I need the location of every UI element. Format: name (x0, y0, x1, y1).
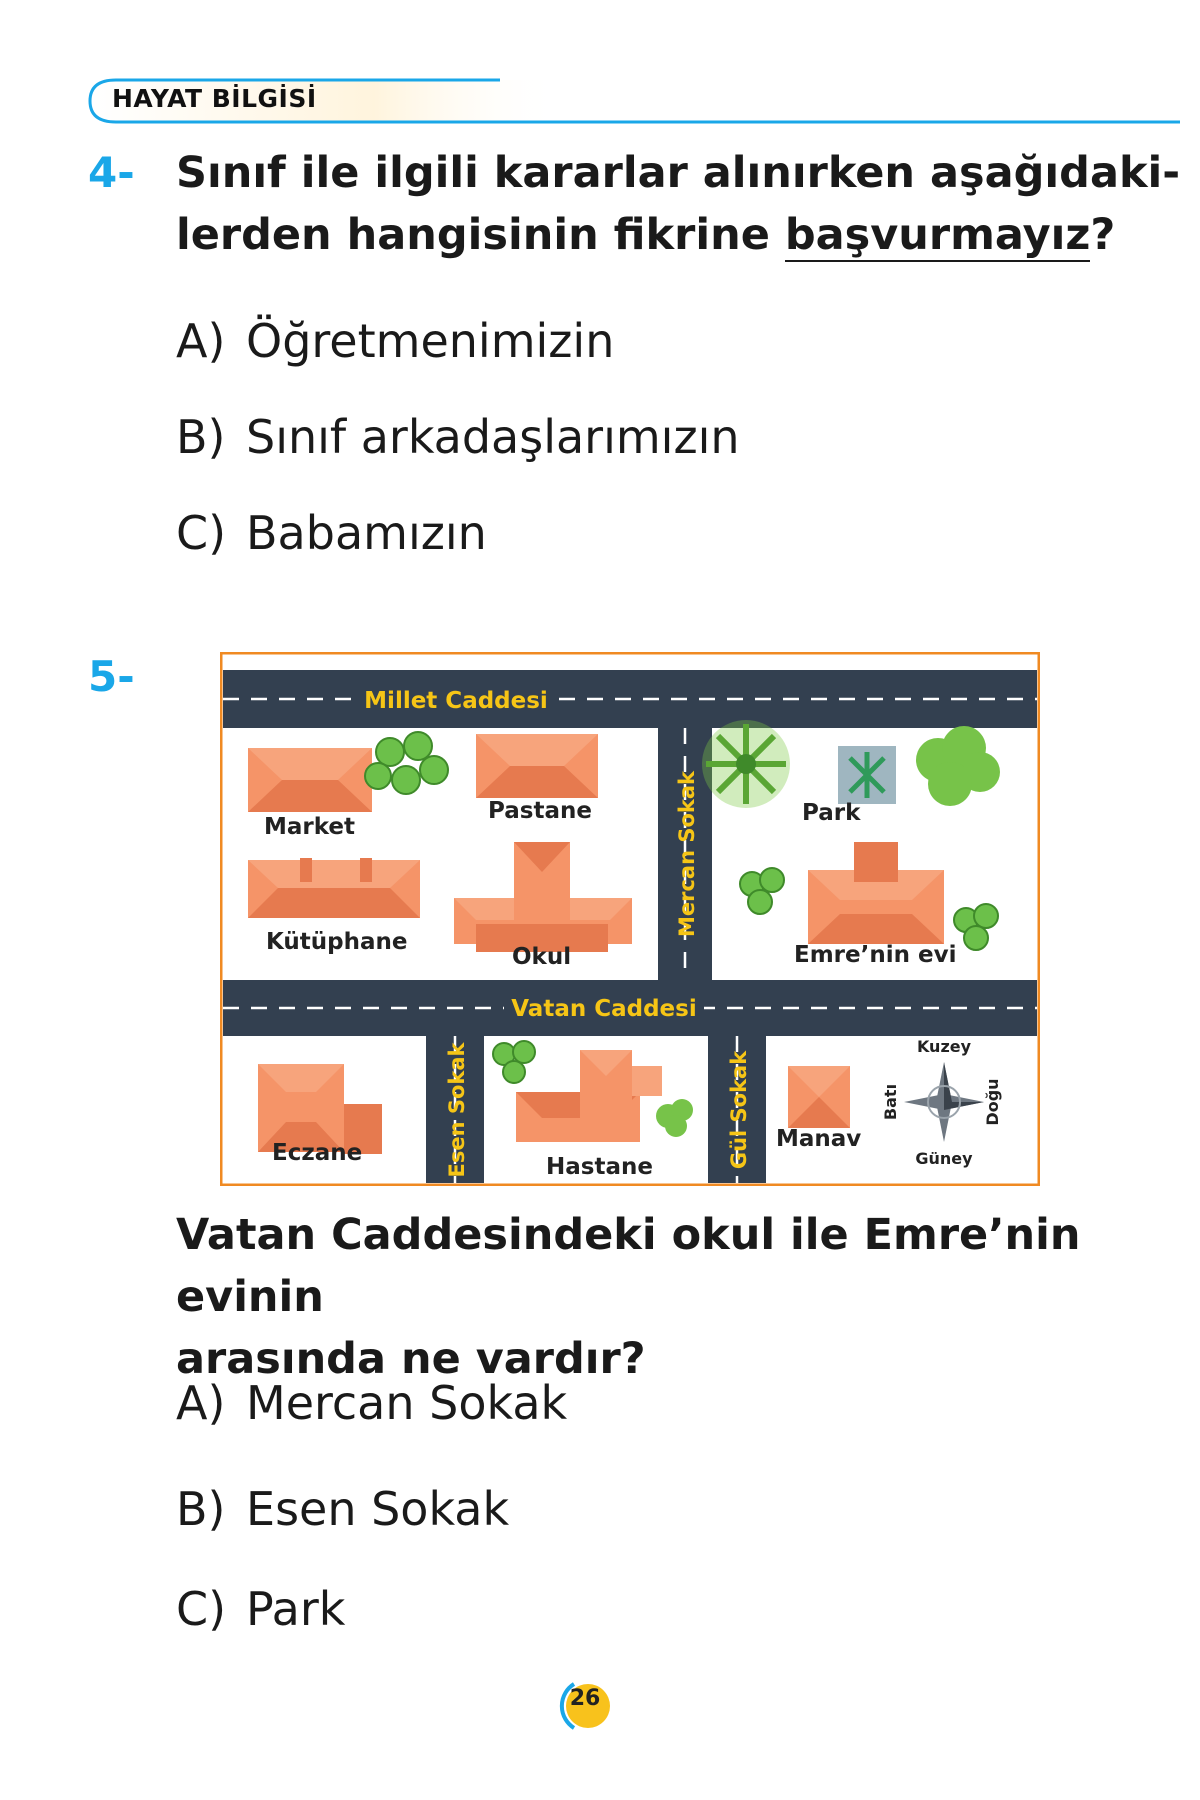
pastane-building (476, 734, 598, 798)
page-number: 26 (569, 1686, 601, 1711)
option-text: Esen Sokak (246, 1482, 510, 1536)
manav-building (788, 1066, 850, 1128)
underlined-word: başvurmayız (784, 210, 1091, 260)
question-4-line-2-start: lerden hangisinin fikrine (176, 210, 785, 260)
option-text: Mercan Sokak (246, 1376, 568, 1430)
street-map (220, 652, 1040, 1186)
question-4-line-1: Sınıf ile ilgili kararlar alınırken aşağıdaki- (176, 148, 1181, 198)
kutuphane-building (248, 858, 420, 918)
plant-box-icon (838, 746, 896, 804)
hastane-label: Hastane (546, 1154, 653, 1180)
q4-option-c[interactable] (176, 506, 487, 560)
emre-house-label: Emre’nin evi (794, 942, 957, 968)
millet-caddesi-label: Millet Caddesi (364, 688, 548, 714)
q5-option-c[interactable] (176, 1582, 345, 1636)
compass-south-label: Güney (915, 1149, 973, 1168)
option-letter: C) (176, 506, 227, 560)
option-letter: C) (176, 1582, 227, 1636)
subject-title: HAYAT BİLGİSİ (112, 84, 317, 113)
question-4-line-2 (176, 204, 1180, 266)
market-label: Market (264, 814, 356, 840)
question-4-line-2-end: ? (1090, 210, 1116, 260)
option-text: Sınıf arkadaşlarımızın (246, 410, 740, 464)
header-decoration (0, 0, 1200, 140)
option-text: Babamızın (246, 506, 487, 560)
palm-tree-icon (702, 720, 790, 808)
q4-option-a[interactable] (176, 314, 614, 368)
option-letter: A) (176, 314, 226, 368)
okul-label: Okul (512, 944, 572, 970)
question-5-line-2: arasında ne vardır? (176, 1334, 646, 1384)
question-5-line-1: Vatan Caddesindeki okul ile Emre’nin evinin (176, 1210, 1081, 1322)
compass-north-label: Kuzey (916, 1037, 972, 1056)
question-5-text (176, 1204, 1200, 1390)
vatan-caddesi-label: Vatan Caddesi (511, 996, 697, 1022)
pastane-label: Pastane (488, 798, 592, 824)
page-header (0, 0, 1200, 140)
park-label: Park (802, 800, 861, 826)
market-building (248, 748, 372, 812)
option-letter: B) (176, 1482, 226, 1536)
question-5-number: 5- (88, 652, 135, 701)
q5-option-b[interactable] (176, 1482, 509, 1536)
option-letter: A) (176, 1376, 226, 1430)
option-letter: B) (176, 410, 226, 464)
mercan-sokak-label: Mercan Sokak (675, 770, 699, 938)
compass-west-label: Batı (881, 1083, 900, 1121)
esen-sokak-label: Esen Sokak (445, 1042, 469, 1178)
q5-option-a[interactable] (176, 1376, 567, 1430)
option-text: Öğretmenimizin (246, 314, 615, 368)
option-text: Park (246, 1582, 346, 1636)
manav-label: Manav (776, 1126, 862, 1152)
question-4-text (176, 142, 1180, 266)
kutuphane-label: Kütüphane (266, 929, 408, 955)
question-4-number: 4- (88, 148, 135, 197)
eczane-label: Eczane (272, 1140, 363, 1166)
gul-sokak-label: Gül Sokak (727, 1050, 751, 1170)
compass-east-label: Doğu (983, 1078, 1002, 1126)
q4-option-b[interactable] (176, 410, 740, 464)
